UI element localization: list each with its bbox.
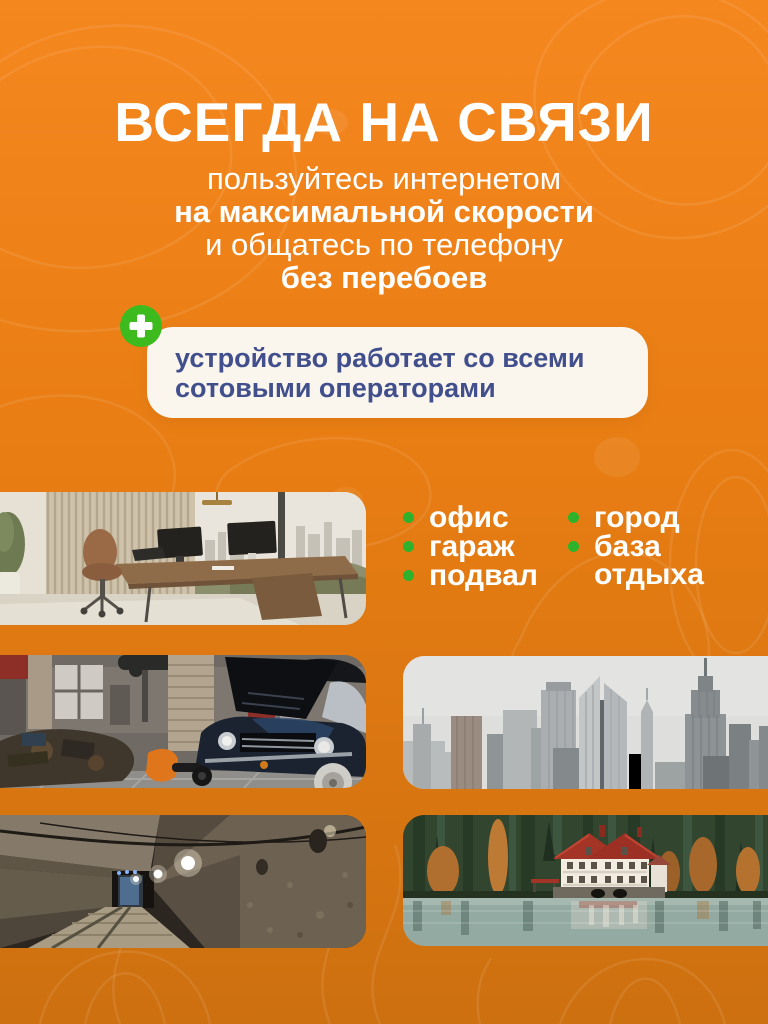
subtitle-line: без перебоев (280, 260, 488, 295)
location-label: город (594, 501, 680, 534)
bullet-icon (403, 541, 414, 552)
feature-card-line2: сотовыми операторами (175, 372, 496, 403)
subtitle-line: и общатесь по телефону (205, 227, 563, 262)
subtitle-line: пользуйтесь интернетом (206, 161, 562, 196)
garage-photo-image (0, 655, 366, 788)
lake-house-photo (403, 815, 768, 946)
list-item (403, 530, 538, 563)
list-item (568, 530, 722, 591)
plus-icon (120, 305, 162, 347)
page-title: ВСЕГДА НА СВЯЗИ (114, 90, 654, 153)
subtitle (0, 162, 768, 294)
feature-card-line1: устройство работает со всеми (175, 342, 585, 373)
location-label: база отдыха (594, 530, 704, 591)
locations-column-2 (568, 501, 722, 591)
lake-house-photo-image (403, 815, 768, 946)
location-label: гараж (429, 530, 515, 563)
bullet-icon (403, 512, 414, 523)
location-label: подвал (429, 559, 538, 592)
city-photo (403, 656, 768, 789)
bullet-icon (403, 570, 414, 581)
feature-card (147, 327, 648, 418)
list-item (568, 501, 722, 534)
garage-photo (0, 655, 366, 788)
bullet-icon (568, 512, 579, 523)
city-photo-image (403, 656, 768, 789)
office-photo-image (0, 492, 366, 625)
tunnel-photo-image (0, 815, 366, 948)
tunnel-photo (0, 815, 366, 948)
office-photo (0, 492, 366, 625)
list-item (403, 559, 538, 592)
feature-card-text (175, 343, 584, 403)
location-label: офис (429, 501, 509, 534)
bullet-icon (568, 541, 579, 552)
list-item (403, 501, 538, 534)
subtitle-line: на максимальной скорости (174, 194, 594, 229)
locations-column-1 (403, 501, 538, 592)
